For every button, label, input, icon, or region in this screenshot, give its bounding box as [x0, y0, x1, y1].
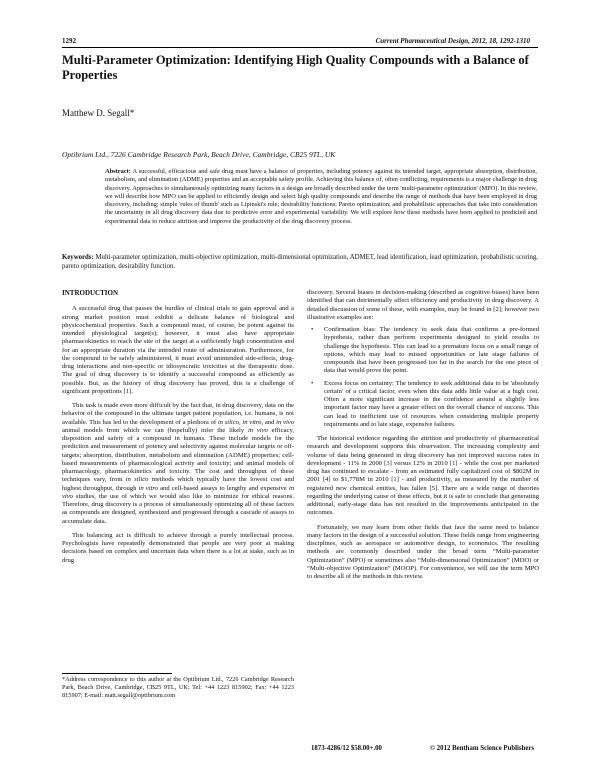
paragraph: This task is made even more difficult by the fact that, in drug discovery, data on the behavior of the compound in the ultimate target patient population, i.e. humans, is not available. This has led to the development of a plethora of in silico, in vitro, and in vivo animal models from which we can (hopefully) infer the likely in vivo efficacy, disposition and safety of a compound in humans. These include models for the prediction and measurement of potency and selectivity against molecular targets or off-targets; absorption, distribution, metabolism and elimination (ADME) properties; cell-based measurements of pharmacological activity and toxicity; and animal models of pharmacology, pharmacokinetics and toxicity. The cost and throughput of these techniques vary, from in silico methods which typically have the lowest cost and highest throughput, through in vitro and cell-based assays to lengthy and expensive in vivo studies, the use of which we would also like to minimize for ethical reasons. Therefore, drug discovery is a process of simultaneously optimizing all of these factors as compounds are designed, synthesized and progressed through a cascade of assays to accumulate data.	[62, 402, 294, 525]
page-number: 1292	[62, 37, 76, 45]
journal-citation: Current Pharmaceutical Design, 2012, 18, 1292-1310	[375, 37, 530, 45]
paragraph: A successful drug that passes the hurdles of clinical trials to gain approval and a strong market position must exhibit a delicate balance of biological and physicochemical properties. Such a compound must, of course, be potent against its intended physiological target(s); however, it must also have appropriate pharmacokinetics to reach the site of the target at a sufficiently high concentration and for an appropriate duration via the intended route of administration. Furthermore, for the compound to be safely administered, it must avoid unintended side-effects, drug-drug interactions and non-specific or idiosyncratic toxicities at the therapeutic dose. The goal of drug discovery is to identify a successful compound as efficiently as possible. But, as the history of drug discovery has proved, this is a challenge of significant proportions [1].	[62, 305, 294, 395]
keywords-text: Multi-parameter optimization, multi-objective optimization, multi-dimensional optimization, ADMET, lead identification, lead optimization, probabilistic scoring, pareto optimization, desirability function.	[62, 254, 538, 271]
paragraph: discovery. Several biases in decision-making (described as cognitive biases) have been identified that can detrimentally affect efficiency and productivity in drug discovery. A detailed discussion of some of these, with examples, may be found in [2]; however two illustrative examples are:	[307, 289, 539, 321]
section-heading: INTRODUCTION	[62, 289, 119, 297]
abstract-text: A successful, efficacious and safe drug must have a balance of properties, including potency against its intended target, appropriate absorption, distribution, metabolism, and elimination (ADME) properties and an acceptable safety profile. Achieving this balance of, often conflicting, requirements is a major challenge in drug discovery. Approaches to simultaneously optimizing many factors in a design are broadly described under the term 'multi-parameter optimization' (MPO). In this review, we will describe how MPO can be applied to efficiently design and select high quality compounds and describe the range of methods that have been employed in drug discovery, including; simple 'rules of thumb' such as Lipinski's rule; desirability functions; Pareto optimization; and probabilistic approaches that take into consideration the uncertainty in all drug discovery data due to predictive error and experimental variability. We will explore how these methods have been applied to predicted and experimental data to reduce attrition and improve the productivity of the drug discovery process.	[105, 168, 537, 225]
paragraph: The historical evidence regarding the attrition and productivity of pharmaceutical research and development supports this observation. The increasing complexity and volume of data being generated in drug discovery has not improved success rates in development - 11% in 2000 [3] versus 12% in 2010 [1] - while the cost per marketed drug has continued to escalate - from an estimated fully capitalized cost of $802M in 2001 [4] to $1,778M in 2010 [1] - and productivity, as measured by the number of registered new chemical entities, has fallen [5]. There are a wide range of theories regarding the underlying cause of these effects, but it is safe to conclude that generating additional, early-stage data has not resulted in the improvements anticipated in the outcomes.	[307, 435, 539, 517]
issn-price: 1873-4286/12 $58.00+.00	[311, 745, 382, 752]
paragraph: Fortunately, we may learn from other fields that face the same need to balance many factors in the design of a successful solution. These fields range from engineering disciplines, such as aerospace or automotive design, to economics. The resulting methods are commonly described under the broad term “Multi-parameter Optimization” (MPO) or sometimes also “Multi-dimensional Optimization” (MDO) or “Multi-objective Optimization” (MOOP). For convenience, we will use the term MPO to describe all of the methods in this review.	[307, 523, 539, 580]
list-item: • Confirmation bias: The tendency to seek data that confirms a pre-formed hypothesis, rather than perform experiments designed to yield results to challenge the hypothesis. This can lead to a premature focus on a small range of options, which may lead to missed opportunities or late stage failures of compounds that have been progressed too far in the search for the one piece of data that would prove the point.	[311, 326, 539, 375]
author: Matthew D. Segall*	[62, 108, 135, 118]
footnote-rule	[62, 673, 172, 674]
article-title: Multi-Parameter Optimization: Identifying High Quality Compounds with a Balance of Properties	[62, 53, 529, 82]
header-rule	[62, 47, 538, 48]
keywords	[62, 253, 538, 272]
affiliation: Optibrium Ltd., 7226 Cambridge Research Park, Beach Drive, Cambridge, CB25 9TL, UK	[62, 150, 336, 159]
left-column	[62, 289, 294, 565]
keywords-label: Keywords:	[62, 254, 94, 261]
list-item: • Excess focus on certainty: The tendency to seek additional data to be 'absolutely certain' of a critical factor, even when this data adds little value at a high cost. Often a more significant increase in the confidence around a slightly less important factor may have a greater effect on the overall chance of success. This can lead to inefficient use of resources when considering multiple property requirements and to late stage, expensive failures.	[311, 379, 539, 428]
abstract-label: Abstract:	[105, 168, 131, 175]
footnote: *Address correspondence to this author at the Optibrium Ltd., 7226 Cambridge Research Park, Beach Drive, Cambridge, CB25 9TL, UK; Tel: +44 1223 815902; Fax: +44 1223 815907; E-mail: matt.segall@optibrium.com	[62, 676, 294, 699]
copyright: © 2012 Bentham Science Publishers	[430, 745, 535, 752]
abstract	[105, 168, 537, 226]
right-column	[307, 289, 539, 581]
bullet-list	[307, 326, 539, 429]
bullet-icon: •	[311, 379, 314, 387]
bullet-icon: •	[311, 326, 314, 333]
paragraph: This balancing act is difficult to achieve through a purely intellectual process. Psychologists have repeatedly demonstrated that people are very poor at making decisions based on complex and uncertain data when there is a lot at stake, such as in drug	[62, 531, 294, 564]
